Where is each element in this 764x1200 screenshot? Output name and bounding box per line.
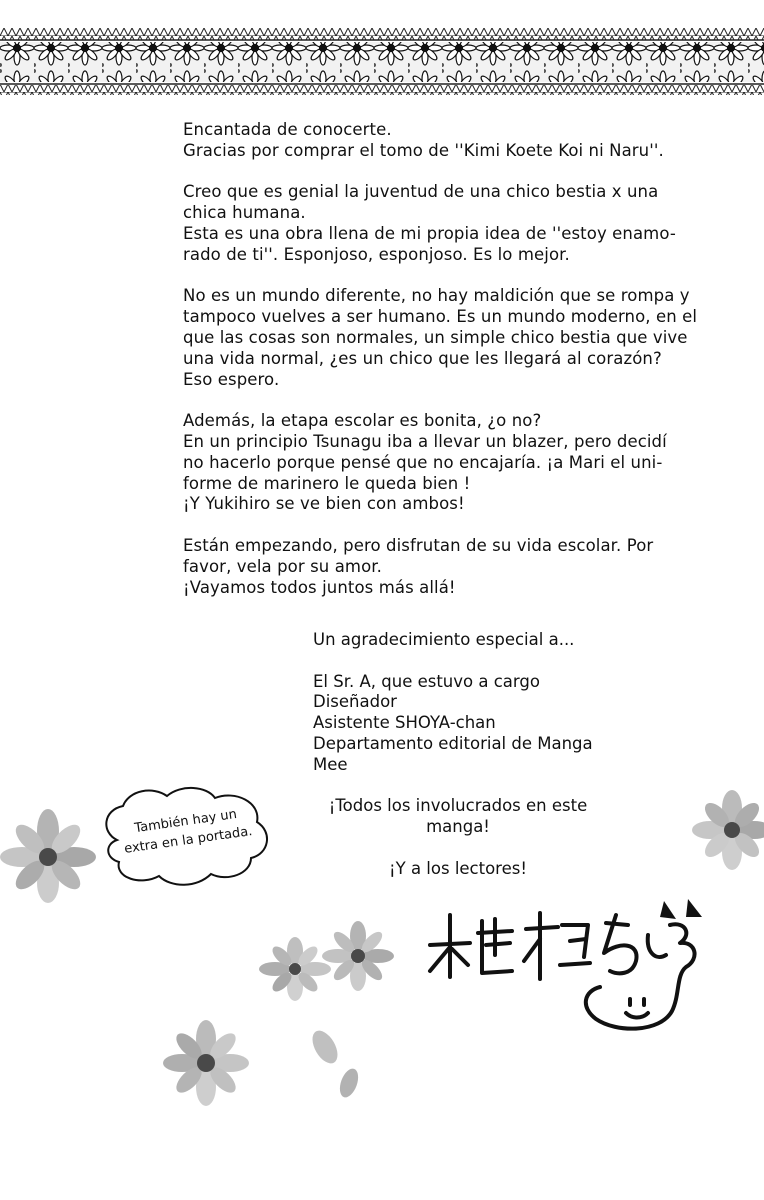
flower-icon xyxy=(318,918,398,993)
thanks-heading: Un agradecimiento especial a... xyxy=(313,630,575,649)
bubble-text: También hay un extra en la portada. xyxy=(123,806,254,857)
thanks-person: Mee xyxy=(313,754,348,774)
thanks-person: Asistente SHOYA-chan xyxy=(313,713,496,733)
flower-icon xyxy=(0,795,100,905)
letter-paragraph: Además, la etapa escolar es bonita, ¿o no? En un principio Tsunagu iba a llevar un blazer, pero decidí no hacerlo porque pensé que no encajaría. ¡a Mari el uni- forme de marinero le queda bien ! ¡Y Yukihiro se ve bien con ambos! xyxy=(183,411,667,514)
decorative-flower-border xyxy=(0,28,764,96)
author-letter xyxy=(183,120,703,619)
thanks-readers: ¡Y a los lectores! xyxy=(389,858,527,878)
letter-paragraph: No es un mundo diferente, no hay maldición que se rompa y tampoco vuelves a ser humano. Es un mundo moderno, en el que las cosas son normales, un simple chico bestia que vive una vida normal, ¿es un chico que les llegará al corazón? Eso espero. xyxy=(183,286,698,389)
thanks-everyone-cont: manga! xyxy=(426,817,490,837)
flower-icon xyxy=(688,788,764,878)
thanks-person: Diseñador xyxy=(313,692,397,712)
special-thanks xyxy=(313,630,633,880)
author-signature xyxy=(420,895,720,1045)
petal-icon xyxy=(305,1025,375,1105)
thanks-person: El Sr. A, que estuvo a cargo xyxy=(313,671,540,691)
thanks-everyone: ¡Todos los involucrados en este xyxy=(328,796,588,816)
flower-icon xyxy=(158,1015,258,1110)
letter-paragraph: Están empezando, pero disfrutan de su vida escolar. Por favor, vela por su amor. ¡Vayamos todos juntos más allá! xyxy=(183,535,654,597)
letter-paragraph: Creo que es genial la juventud de una chico bestia x una chica humana. Esta es una obra llena de mi propia idea de ''estoy enamo- rado de ti''. Esponjoso, esponjoso. Es lo mejor. xyxy=(183,182,676,264)
thanks-person: Departamento editorial de Manga xyxy=(313,733,593,753)
letter-paragraph: Encantada de conocerte. Gracias por comprar el tomo de ''Kimi Koete Koi ni Naru''. xyxy=(183,120,664,160)
